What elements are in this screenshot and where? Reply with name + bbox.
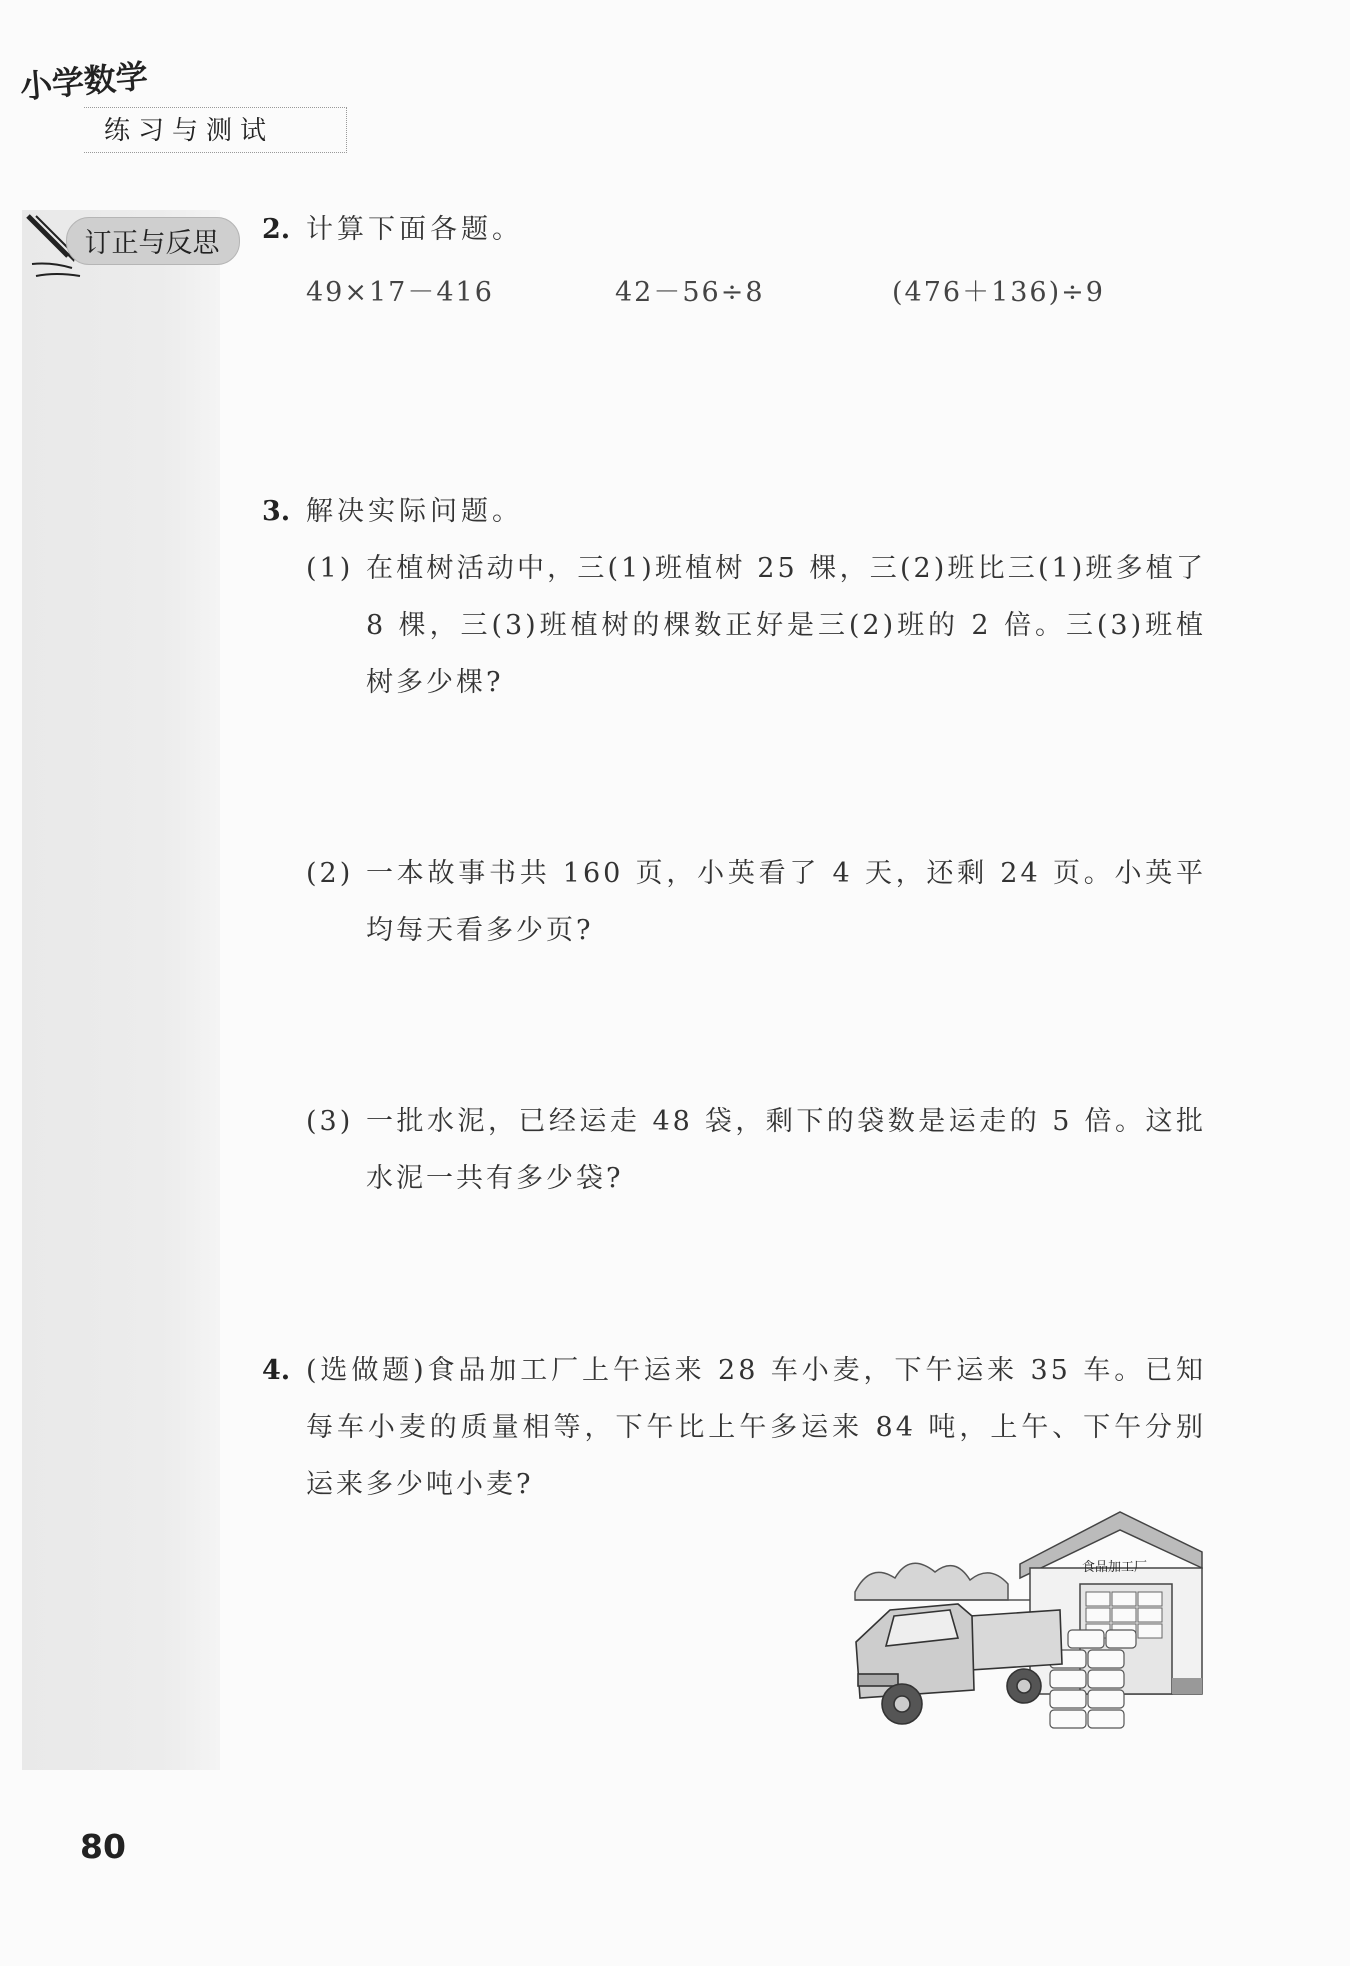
question-4-number: 4. <box>262 1355 291 1386</box>
reflection-margin <box>22 210 220 1770</box>
correction-reflection-badge <box>22 212 222 286</box>
truck-factory-illustration <box>850 1500 1210 1754</box>
badge-label: 订正与反思 <box>84 228 220 259</box>
page-number: 80 <box>80 1827 126 1866</box>
book-subtitle: 练习与测试 <box>104 116 275 146</box>
truck-icon <box>856 1604 1062 1724</box>
question-3-part-2-text: 一本故事书共 160 页，小英看了 4 天，还剩 24 页。小英平均每天看多少页? <box>366 858 1206 946</box>
book-subtitle-box <box>84 107 347 153</box>
question-3-part-1-label: (1) <box>306 553 354 584</box>
question-2-prompt: 计算下面各题。 <box>306 214 523 245</box>
book-title: 小学数学 <box>18 56 150 107</box>
question-4-text: (选做题)食品加工厂上午运来 28 车小麦，下午运来 35 车。已知每车小麦的质量相等，下午比上午多运来 84 吨，上午、下午分别运来多少吨小麦? <box>306 1355 1206 1500</box>
trees-shape <box>855 1563 1008 1600</box>
expression-1: 49×17－416 <box>306 277 494 308</box>
question-3-prompt: 解决实际问题。 <box>306 496 523 527</box>
question-3-part-1-text: 在植树活动中，三(1)班植树 25 棵，三(2)班比三(1)班多植了 8 棵，三(3)班植树的棵数正好是三(2)班的 2 倍。三(3)班植树多少棵? <box>366 553 1206 698</box>
question-3-number: 3. <box>262 496 291 527</box>
truck-factory-drawing <box>850 1500 1210 1750</box>
question-3-part-3-text: 一批水泥，已经运走 48 袋，剩下的袋数是运走的 5 倍。这批水泥一共有多少袋? <box>366 1106 1206 1194</box>
question-3-part-2-label: (2) <box>306 858 354 889</box>
expression-2: 42－56÷8 <box>615 277 765 308</box>
question-3-part-3-label: (3) <box>306 1106 354 1137</box>
question-2-number: 2. <box>262 214 291 245</box>
expression-3: (476＋136)÷9 <box>892 277 1105 308</box>
factory-sign: 食品加工厂 <box>1082 1560 1148 1575</box>
